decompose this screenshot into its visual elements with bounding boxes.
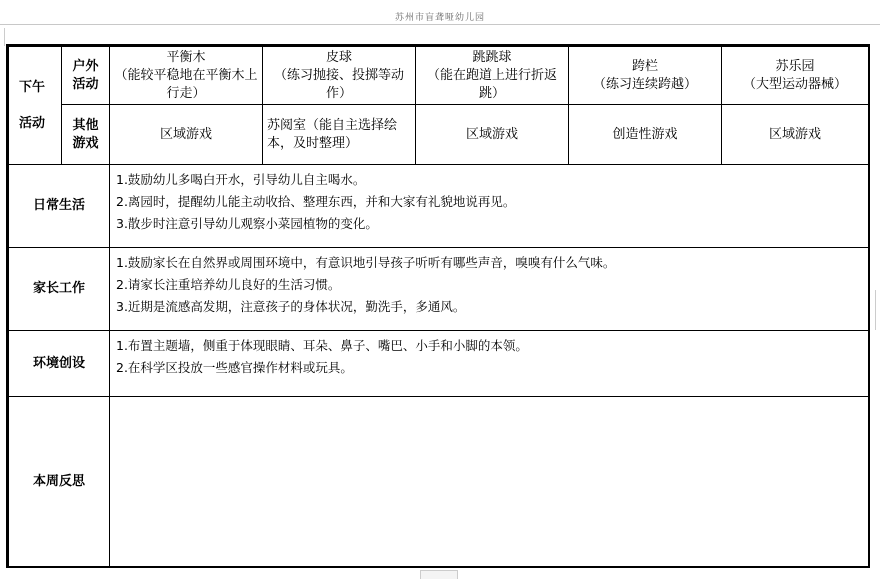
- daily-life-label: 日常生活: [9, 165, 110, 248]
- other-game-cell: 区域游戏: [416, 105, 569, 165]
- ruler-mark: [875, 290, 880, 330]
- list-item: 1.鼓励幼儿多喝白开水，引导幼儿自主喝水。: [116, 172, 366, 187]
- other-game-cell: 区域游戏: [722, 105, 869, 165]
- margin-corner-mark: [0, 28, 5, 46]
- parent-work-content: [110, 248, 869, 331]
- list-item: 1.布置主题墙，侧重于体现眼睛、耳朵、鼻子、嘴巴、小手和小脚的本领。: [116, 338, 528, 353]
- environment-content: [110, 331, 869, 397]
- daily-life-row: [9, 165, 869, 248]
- environment-row: [9, 331, 869, 397]
- list-item: 3.散步时注意引导幼儿观察小菜园植物的变化。: [116, 216, 378, 231]
- reflection-row: [9, 397, 869, 567]
- environment-label: 环境创设: [9, 331, 110, 397]
- list-item: 2.请家长注重培养幼儿良好的生活习惯。: [116, 277, 341, 292]
- outdoor-cell: 苏乐园 （大型运动器械）: [722, 47, 869, 105]
- outdoor-cell: 平衡木 （能较平稳地在平衡木上行走）: [110, 47, 263, 105]
- parent-work-label: 家长工作: [9, 248, 110, 331]
- other-games-label: 其他 游戏: [62, 105, 110, 165]
- other-game-cell: 区域游戏: [110, 105, 263, 165]
- header-divider: [0, 24, 880, 25]
- list-item: 2.在科学区投放一些感官操作材料或玩具。: [116, 360, 353, 375]
- parent-work-row: [9, 248, 869, 331]
- outdoor-cell: 跳跳球 （能在跑道上进行折返跳）: [416, 47, 569, 105]
- other-game-cell: 创造性游戏: [569, 105, 722, 165]
- outdoor-cell: 跨栏 （练习连续跨越）: [569, 47, 722, 105]
- daily-life-content: [110, 165, 869, 248]
- outdoor-cell: 皮球 （练习抛接、投掷等动作）: [263, 47, 416, 105]
- other-game-cell: 苏阅室（能自主选择绘本，及时整理）: [263, 105, 416, 165]
- reflection-label: 本周反思: [9, 397, 110, 567]
- page-header: 苏州市盲聋哑幼儿园: [394, 13, 485, 23]
- reflection-content[interactable]: [110, 397, 869, 567]
- list-item: 1.鼓励家长在自然界或周围环境中，有意识地引导孩子听听有哪些声音，嗅嗅有什么气味。: [116, 255, 616, 270]
- list-item: 2.离园时，提醒幼儿能主动收拾、整理东西，并和大家有礼貌地说再见。: [116, 194, 516, 209]
- outdoor-activity-label: 户外 活动: [62, 47, 110, 105]
- outdoor-activity-row: [9, 47, 869, 105]
- other-games-row: [9, 105, 869, 165]
- list-item: 3.近期是流感高发期，注意孩子的身体状况，勤洗手，多通风。: [116, 299, 466, 314]
- afternoon-activity-label: 下午 活动: [9, 47, 62, 165]
- weekly-plan-table: [8, 46, 869, 567]
